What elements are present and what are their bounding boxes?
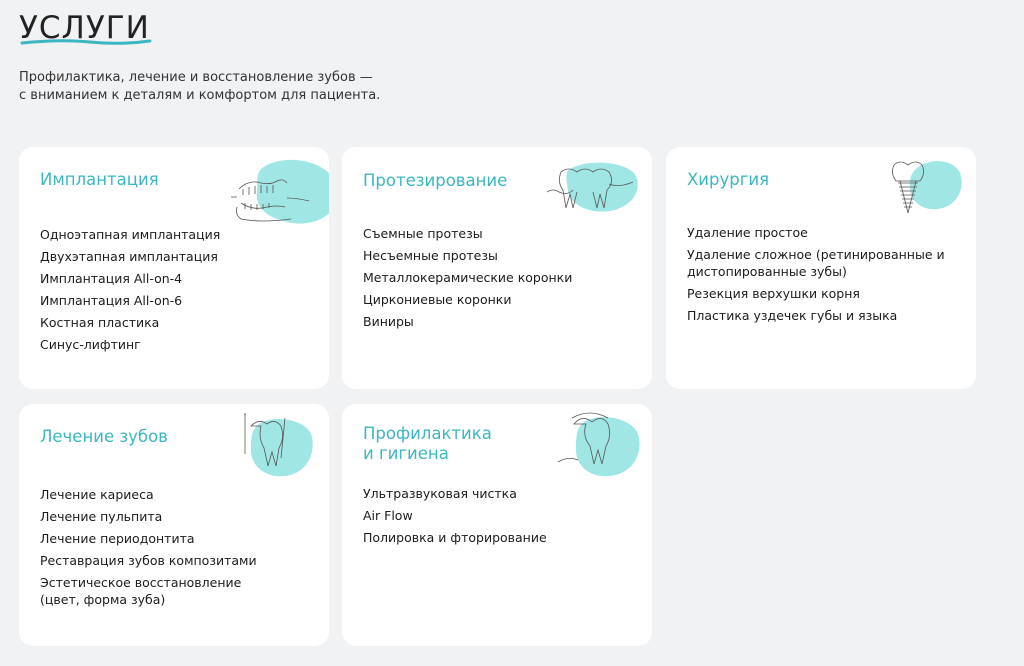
service-item[interactable]: Резекция верхушки корня [687, 286, 860, 301]
tooth-treatment-icon [241, 410, 291, 470]
service-list [687, 224, 962, 329]
service-item[interactable]: Лечение пульпита [40, 509, 163, 524]
service-item[interactable]: Полировка и фторирование [363, 530, 547, 545]
service-item[interactable]: Удаление сложное (ретинированные и дистопированные зубы) [687, 247, 945, 279]
service-item[interactable]: Металлокерамические коронки [363, 270, 573, 285]
tooth-hygiene-icon [554, 410, 624, 472]
teeth-prosthesis-icon [547, 162, 642, 212]
service-item[interactable]: Реставрация зубов композитами [40, 553, 257, 568]
jaw-implant-icon [227, 167, 312, 222]
service-item[interactable]: Air Flow [363, 508, 413, 523]
service-list [363, 225, 638, 335]
service-item[interactable]: Съемные протезы [363, 226, 483, 241]
service-card-hygiene[interactable] [342, 404, 652, 646]
subtitle-line-2: с вниманием к деталям и комфортом для пациента. [19, 88, 381, 103]
subtitle-line-1: Профилактика, лечение и восстановление зубов — [19, 70, 373, 85]
service-card-surgery[interactable] [666, 147, 976, 389]
title-underline [20, 38, 152, 46]
service-item[interactable]: Эстетическое восстановление (цвет, форма зуба) [40, 575, 242, 607]
service-item[interactable]: Лечение кариеса [40, 487, 154, 502]
service-card-prosthetics[interactable] [342, 147, 652, 389]
service-item[interactable]: Лечение периодонтита [40, 531, 195, 546]
card-title: Имплантация [40, 170, 159, 189]
page-subtitle [19, 69, 439, 105]
card-title-line-2: и гигиена [363, 444, 449, 463]
card-title-line-1: Профилактика [363, 424, 492, 443]
service-item[interactable]: Одноэтапная имплантация [40, 227, 221, 242]
card-title: Протезирование [363, 171, 508, 190]
service-card-implantation[interactable] [19, 147, 329, 389]
tooth-implant-icon [888, 159, 928, 217]
service-list [363, 485, 638, 551]
card-title: Хирургия [687, 170, 770, 189]
card-title [363, 424, 523, 464]
service-item[interactable]: Двухэтапная имплантация [40, 249, 218, 264]
service-list [40, 486, 315, 613]
service-item[interactable]: Имплантация All-on-6 [40, 293, 183, 308]
service-item[interactable]: Костная пластика [40, 315, 160, 330]
card-title: Лечение зубов [40, 427, 168, 446]
service-list [40, 226, 315, 358]
service-item[interactable]: Удаление простое [687, 225, 808, 240]
service-item[interactable]: Ультразвуковая чистка [363, 486, 517, 501]
service-item[interactable]: Синус-лифтинг [40, 337, 141, 352]
service-item[interactable]: Виниры [363, 314, 414, 329]
service-item[interactable]: Циркониевые коронки [363, 292, 512, 307]
service-item[interactable]: Пластика уздечек губы и языка [687, 308, 898, 323]
service-item[interactable]: Несъемные протезы [363, 248, 498, 263]
page-title: УСЛУГИ [19, 10, 150, 46]
service-item[interactable]: Имплантация All-on-4 [40, 271, 183, 286]
service-card-treatment[interactable] [19, 404, 329, 646]
